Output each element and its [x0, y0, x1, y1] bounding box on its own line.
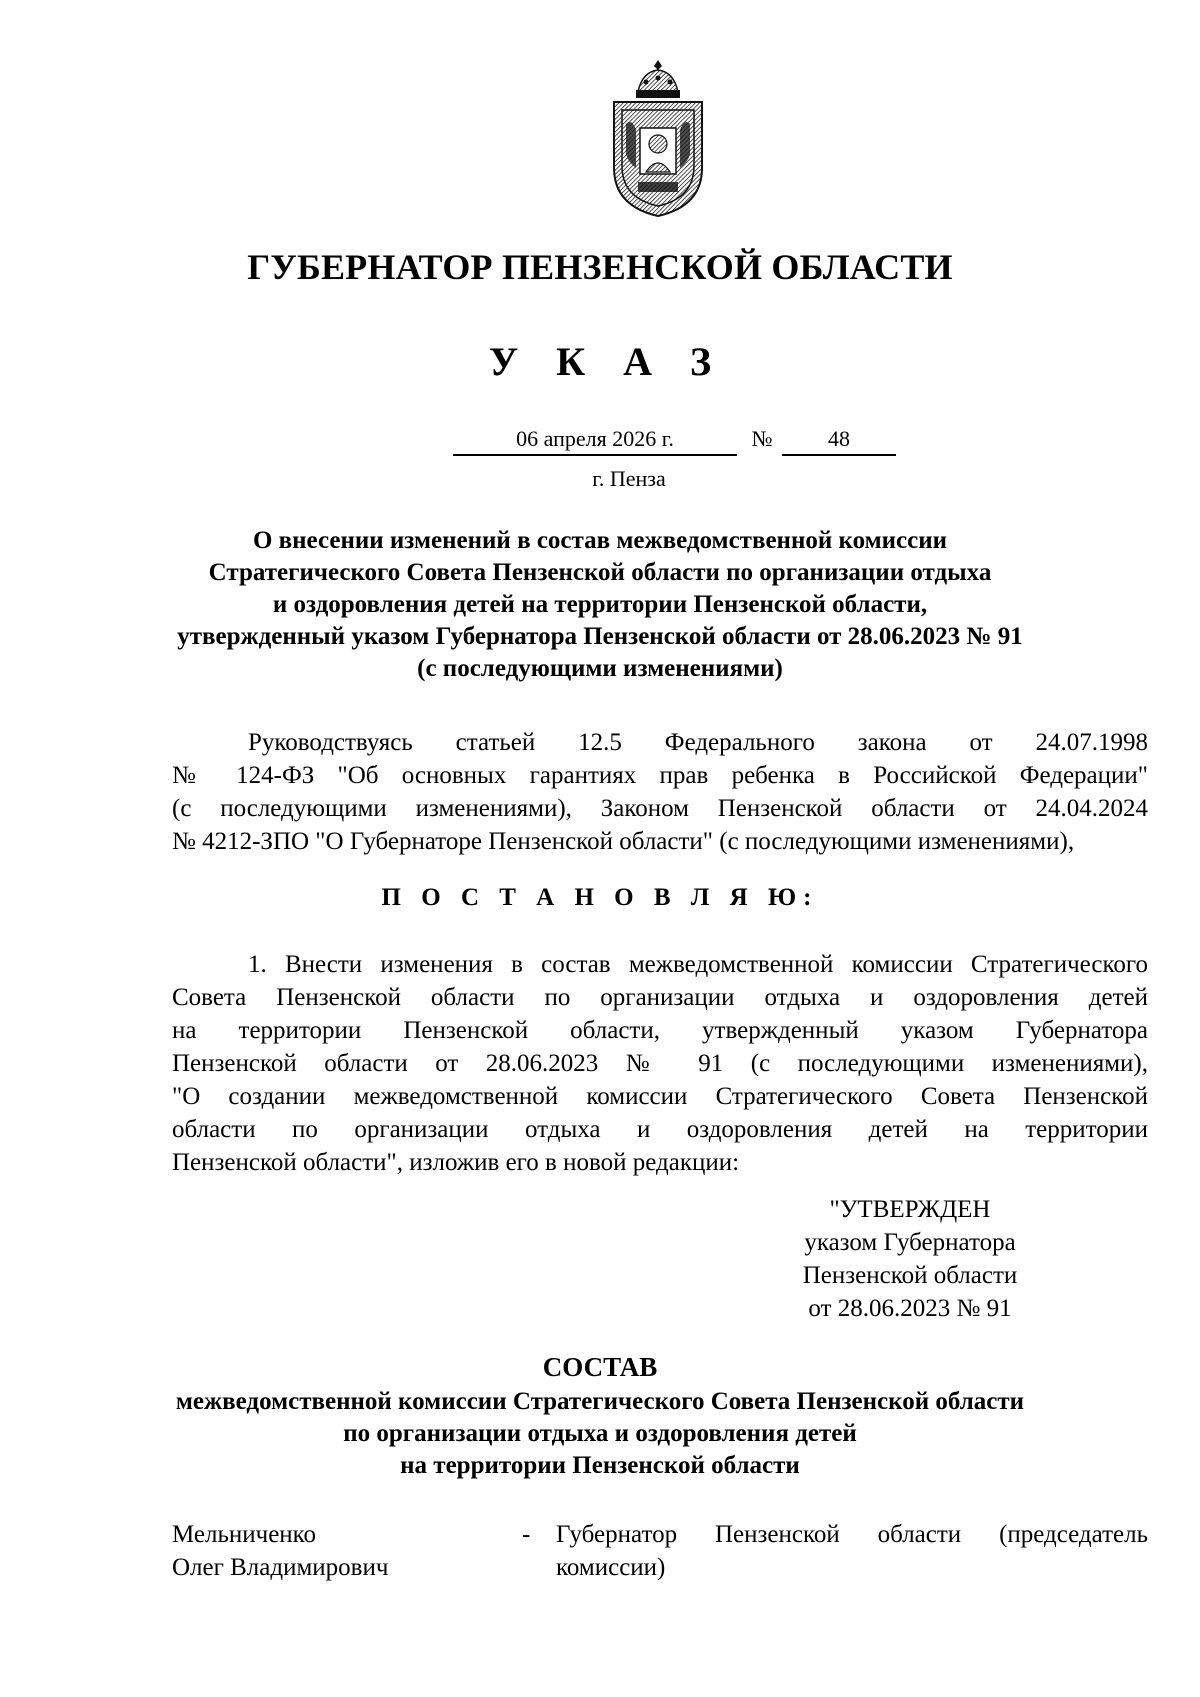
- item-line: 1. Внести изменения в состав межведомственной комиссии Стратегического: [248, 951, 1148, 978]
- number-sign: №: [751, 426, 773, 451]
- approved-line: "УТВЕРЖДЕН: [829, 1196, 991, 1223]
- resolve-heading: П О С Т А Н О В Л Я Ю:: [381, 884, 819, 911]
- document-title: [150, 525, 1050, 685]
- title-line: и оздоровления детей на территории Пензенской области,: [272, 591, 928, 618]
- preamble-line: Руководствуясь статьей 12.5 Федерального закона от 24.07.1998: [248, 729, 1148, 756]
- title-line: О внесении изменений в состав межведомственной комиссии: [252, 527, 948, 554]
- item-line: Совета Пензенской области по организации отдыха и оздоровления детей: [172, 984, 1148, 1011]
- preamble-paragraph: [172, 726, 1148, 858]
- document-type: У К А З: [488, 339, 726, 384]
- approval-stamp-block: [770, 1193, 1050, 1325]
- title-line: Стратегического Совета Пензенской области по организации отдыха: [208, 559, 992, 586]
- subtitle-line: по организации отдыха и оздоровления детей: [343, 1420, 857, 1447]
- subtitle-line: межведомственной комиссии Стратегического Совета Пензенской области: [175, 1388, 1025, 1415]
- item-line: области по организации отдыха и оздоровления детей на территории: [172, 1116, 1148, 1143]
- approved-line: указом Губернатора: [804, 1229, 1016, 1256]
- member-name-line: Мельниченко: [172, 1521, 317, 1548]
- member-dash: -: [522, 1521, 531, 1548]
- approved-line: Пензенской области: [802, 1262, 1018, 1289]
- member-name: [172, 1518, 492, 1584]
- member-name-line: Олег Владимирович: [172, 1554, 389, 1581]
- member-position-line: Губернатор Пензенской области (председатель: [556, 1521, 1148, 1548]
- composition-heading: СОСТАВ: [542, 1352, 658, 1382]
- title-line: (с последующими изменениями): [417, 655, 783, 682]
- issuing-authority: ГУБЕРНАТОР ПЕНЗЕНСКОЙ ОБЛАСТИ: [247, 247, 953, 287]
- member-position: [556, 1518, 1148, 1584]
- item-line: Пензенской области от 28.06.2023 № 91 (с последующими изменениями),: [172, 1050, 1148, 1077]
- coat-of-arms-emblem: [608, 58, 708, 220]
- document-place: г. Пенза: [592, 466, 666, 491]
- document-date: 06 апреля 2026 г.: [453, 426, 737, 456]
- member-position-line: комиссии): [556, 1554, 666, 1581]
- preamble-line: № 124-ФЗ "Об основных гарантиях прав ребенка в Российской Федерации": [172, 762, 1148, 789]
- composition-subtitle: [150, 1386, 1050, 1482]
- item-line: на территории Пензенской области, утвержденный указом Губернатора: [172, 1017, 1148, 1044]
- item-line: "О создании межведомственной комиссии Стратегического Совета Пензенской: [172, 1083, 1148, 1110]
- document-number: 48: [782, 426, 896, 456]
- title-line: утвержденный указом Губернатора Пензенской области от 28.06.2023 № 91: [177, 623, 1023, 650]
- subtitle-line: на территории Пензенской области: [400, 1452, 800, 1479]
- approved-line: от 28.06.2023 № 91: [808, 1295, 1012, 1322]
- preamble-line: № 4212-ЗПО "О Губернаторе Пензенской области" (с последующими изменениями),: [172, 828, 1075, 855]
- preamble-line: (с последующими изменениями), Законом Пензенской области от 24.04.2024: [172, 795, 1148, 822]
- item-line: Пензенской области", изложив его в новой редакции:: [172, 1149, 740, 1176]
- item-1-paragraph: [172, 948, 1148, 1179]
